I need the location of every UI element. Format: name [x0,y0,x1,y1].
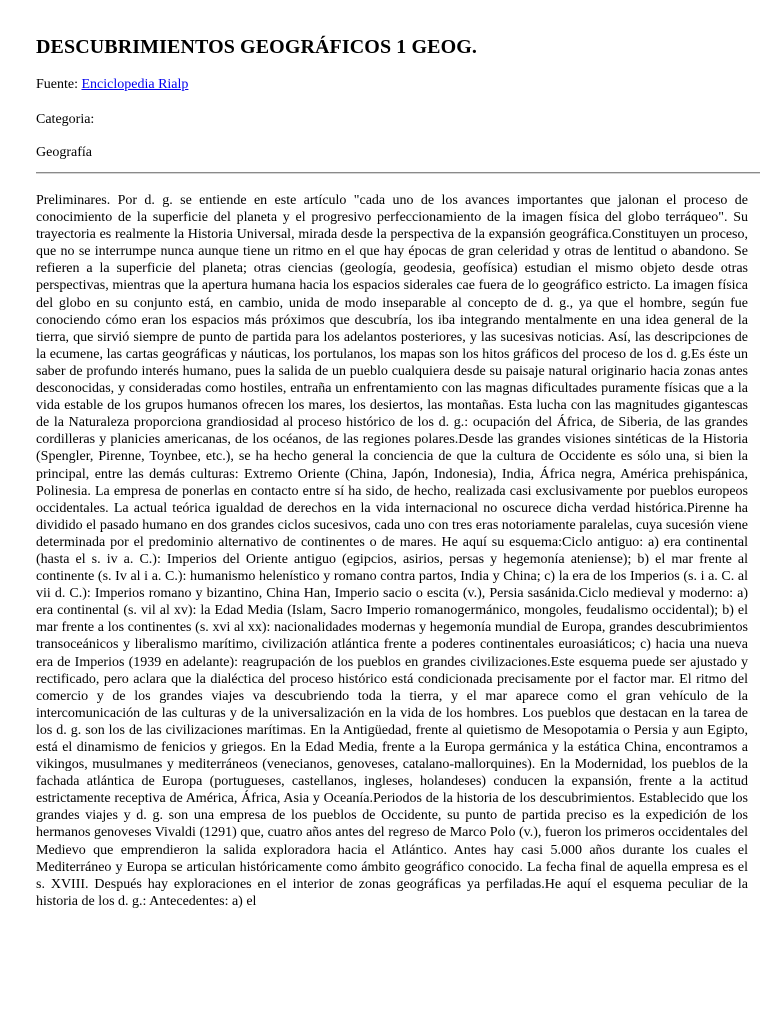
category-value: Geografía [36,145,92,160]
horizontal-divider [36,172,760,174]
article-body: Preliminares. Por d. g. se entiende en este artículo "cada uno de los avances importantes que jalonan el proceso de conocimiento de la superficie del planeta y el progresivo perfeccionamiento de la imagen física del globo terráqueo". Su trayectoria es realmente la Historia Universal, mirada desde la perspectiva de la expansión geográfica.Constituyen un proceso, que no se interrumpe nunca aunque tiene un ritmo en el que hay épocas de gran celeridad y otras de lentitud o abandono. Se refieren a la superficie del planeta; otras ciencias (geología, geodesia, geofísica) estudian el mismo objeto desde otras perspectivas, mientras que la apertura humana hacia los espacios siderales cae fuera de lo geográfico estricto. La imagen física del globo en su conjunto está, en cambio, unida de modo inseparable al concepto de d. g., ya que el hombre, según fue conociendo cómo eran los espacios más próximos que descubría, los iba integrando mentalmente en una idea general de la tierra, que sirvió siempre de punto de partida para los adelantos posteriores, y las sucesivas noticias. Así, las descripciones de la ecumene, las cartas geográficas y náuticas, los portulanos, los mapas son los hitos gráficos del proceso de los d. g.Es éste un saber de profundo interés humano, pues la salida de un pueblo cualquiera desde su paisaje natural originario hacia zonas antes desconocidas, y consideradas como hostiles, entraña un enfrentamiento con las magnas dificultades puramente físicas que a la vida estable de los grupos humanos ofrecen los mares, los desiertos, las montañas. Esta lucha con las magnitudes gigantescas de la Naturaleza proporciona grandiosidad al proceso histórico de los d. g.: ocupación del África, de Siberia, de las grandes cordilleras y planicies americanas, de los océanos, de las regiones polares.Desde las grandes visiones sintéticas de la Historia (Spengler, Pirenne, Toynbee, etc.), se ha hecho general la conciencia de que la cultura de Occidente es sólo una, si bien la principal, entre las demás culturas: Extremo Oriente (China, Japón, Indonesia), India, África negra, América prehispánica, Polinesia. La empresa de ponerlas en contacto entre sí ha sido, de hecho, realizada casi exclusivamente por pueblos europeos occidentales. La actual teórica igualdad de derechos en la vida internacional no oscurece dicha verdad histórica.Pirenne ha dividido el pasado humano en dos grandes ciclos sucesivos, cada uno con tres eras notoriamente paralelas, cuya sucesión viene determinada por el predominio alternativo de continentes o de mares. He aquí su esquema:Ciclo antiguo: a) era continental (hasta el s. iv a. C.): Imperios del Oriente antiguo (egipcios, asirios, persas y hegemonía ateniense); b) el mar frente al continente (s. Iv al i a. C.): humanismo helenístico y romano contra partos, India y China; c) la era de los Imperios (s. i a. C. al vii d. C.): Imperios romano y bizantino, China Han, Imperio sacio o escita (v.), Persia sasánida.Ciclo medieval y moderno: a) era continental (s. vil al xv): la Edad Media (Islam, Sacro Imperio romanogermánico, mongoles, feudalismo occidental); b) el mar frente a los continentes (s. xvi al xx): nacionalidades modernas y hegemonía mundial de Europa, grandes descubrimientos transoceánicos y liberalismo marítimo, civilización atlántica frente a poderes continentales euroasiáticos; c) hacia una nueva era de Imperios (1939 en adelante): reagrupación de los pueblos en grandes civilizaciones.Este esquema puede ser ajustado y rectificado, pero aclara que la dialéctica del proceso histórico está condicionada precisamente por el factor mar. El ritmo del comercio y de los grandes viajes va descubriendo toda la tierra, y el mar aparece como el gran vehículo de la intercomunicación de las culturas y de la universalización en la vida de los hombres. Los pueblos que destacan en la tarea de los d. g. son los de las civilizaciones marítimas. En la Antigüedad, frente al quietismo de Mesopotamia o Persia y aun Egipto, está el dinamismo de fenicios y griegos. En la Edad Media, frente a la Europa germánica y la estática China, encontramos a vikingos, musulmanes y mediterráneos (venecianos, genoveses, catalano-mallorquines). En la Modernidad, los pueblos de la fachada atlántica de Europa (portugueses, castellanos, ingleses, holandeses) conducen la expansión, frente a la actitud estrictamente receptiva de América, África, Asia y Oceanía.Periodos de la historia de los descubrimientos. Establecido que los grandes viajes y d. g. son una empresa de los pueblos de Occidente, su punto de partida preciso es la expedición de los hermanos genoveses Vivaldi (1291) que, cuatro años antes del regreso de Marco Polo (v.), fueron los primeros occidentales del Medievo que emprendieron la salida exploradora hacia el Atlántico. Antes hay casi 5.000 años durante los cuales el Mediterráneo y Europa se articulan históricamente como ámbito geográfico conocido. La fecha final de aquella empresa es el s. XVIII. Después hay exploraciones en el interior de zonas geográficas ya perfiladas.He aquí el esquema peculiar de la historia de los d. g.: Antecedentes: a) el [36,193,748,909]
page-title: DESCUBRIMIENTOS GEOGRÁFICOS 1 GEOG. [36,36,477,58]
source-label: Fuente: [36,77,78,92]
source-line [36,77,188,93]
category-label: Categoria: [36,112,95,127]
source-link[interactable]: Enciclopedia Rialp [81,77,189,92]
